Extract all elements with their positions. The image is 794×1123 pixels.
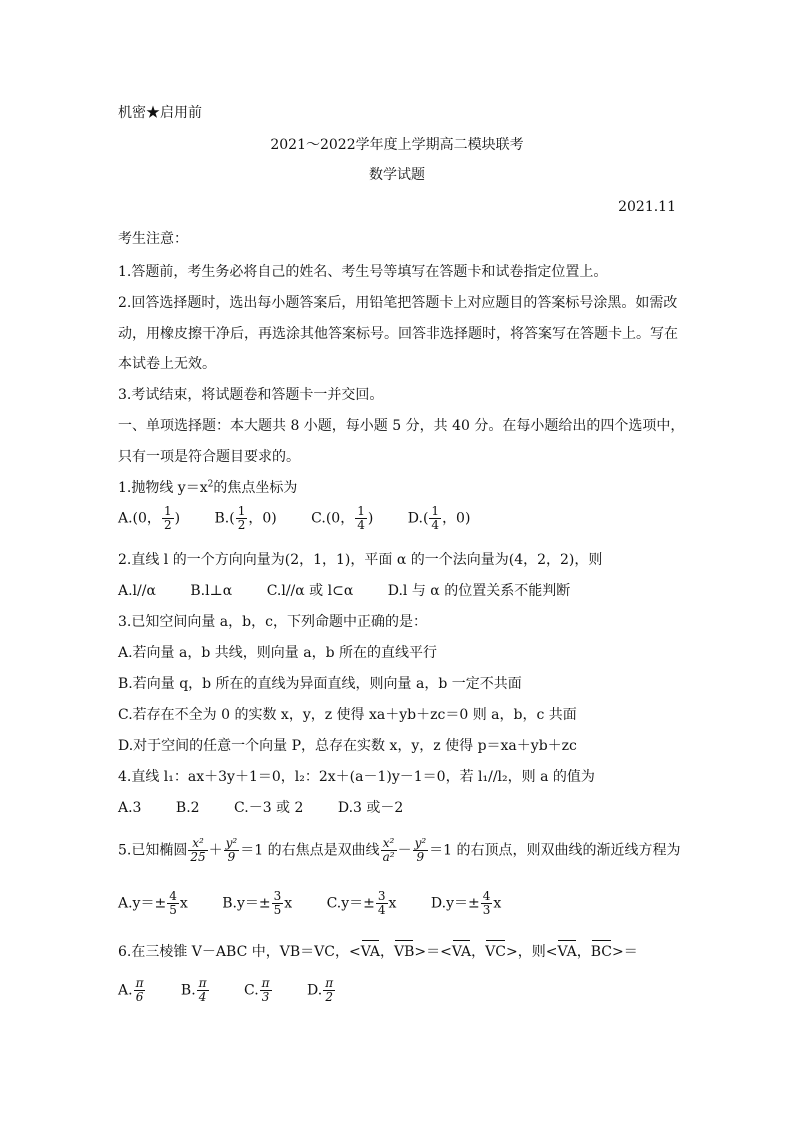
notice-item-3: 3.考试结束，将试题卷和答题卡一并交回。	[118, 387, 384, 403]
notice-item-2-line-2: 动，用橡皮擦干净后，再选涂其他答案标号。回答非选择题时，将答案写在答题卡上。写在	[118, 326, 678, 342]
exam-date: 2021.11	[618, 199, 676, 215]
q6-option-b: B. $\frac{\pi}{4}$	[180, 976, 207, 1004]
q5-option-b: B.y＝± $\frac{3}{5}$ x	[222, 889, 293, 917]
q6-option-d: D. $\frac{\pi}{2}$	[307, 976, 334, 1004]
notice-item-2-line-3: 本试卷上无效。	[118, 356, 216, 372]
q3-option-a: A.若向量 a，b 共线，则向量 a，b 所在的直线平行	[118, 645, 437, 661]
notice-item-2-line-1: 2.回答选择题时，选出每小题答案后，用铅笔把答题卡上对应题目的答案标号涂黑。如需改	[118, 295, 678, 311]
q6-stem: 6.在三棱锥 V－ABC 中，VB＝VC，<VA，VB>＝<VA，VC>，则<VA，BC>＝	[118, 944, 638, 960]
q5-option-c: C.y＝± $\frac{3}{4}$ x	[326, 889, 397, 917]
q4-option-c: C.－3 或 2	[234, 800, 304, 816]
q3-option-b: B.若向量 q，b 所在的直线为异面直线，则向量 a，b 一定不共面	[118, 676, 522, 692]
q2-option-c: C.l//α 或 l⊂α	[266, 583, 354, 599]
q2-stem: 2.直线 l 的一个方向向量为(2，1，1)，平面 α 的一个法向量为(4，2，2)，则	[118, 552, 603, 568]
notice-item-1: 1.答题前，考生务必将自己的姓名、考生号等填写在答题卡和试卷指定位置上。	[118, 264, 608, 280]
q4-option-b: B.2	[175, 800, 200, 816]
q3-option-c: C.若存在不全为 0 的实数 x，y，z 使得 xa＋yb＋zc＝0 则 a，b，c 共面	[118, 707, 577, 723]
q5-option-d: D.y＝± $\frac{4}{3}$ x	[430, 889, 502, 917]
q4-option-d: D.3 或－2	[337, 800, 404, 816]
q5-options	[118, 890, 531, 917]
q5-option-a: A.y＝± $\frac{4}{5}$ x	[118, 889, 188, 917]
q1-options	[118, 505, 500, 532]
q4-stem: 4.直线 l₁：ax＋3y＋1＝0，l₂：2x＋(a－1)y－1＝0，若 l₁//l₂，则 a 的值为	[118, 769, 595, 785]
q6-option-a: A. $\frac{\pi}{6}$	[118, 976, 144, 1004]
q1-option-c: C.(0， $\frac{1}{4}$ )	[311, 504, 374, 532]
notice-title: 考生注意：	[118, 231, 188, 247]
q1-option-d: D.( $\frac{1}{4}$ ，0)	[407, 504, 471, 532]
q1-option-a: A.(0， $\frac{1}{2}$ )	[118, 504, 181, 532]
q2-option-a: A.l//α	[118, 583, 156, 599]
q2-option-d: D.l 与 α 的位置关系不能判断	[387, 583, 571, 599]
q2-option-b: B.l⊥α	[190, 583, 233, 599]
q4-options	[118, 798, 433, 818]
section-heading-line-2: 只有一项是符合题目要求的。	[118, 449, 300, 465]
q1-stem: 1.抛物线 $y=x^2$的焦点坐标为	[118, 479, 298, 496]
exam-title: 2021～2022学年度上学期高二模块联考	[270, 137, 524, 153]
exam-subject: 数学试题	[369, 167, 425, 183]
q3-stem: 3.已知空间向量 a，b，c，下列命题中正确的是：	[118, 614, 427, 630]
q3-option-d: D.对于空间的任意一个向量 P，总存在实数 x，y，z 使得 p＝xa＋yb＋zc	[118, 738, 577, 754]
q1-option-b: B.( $\frac{1}{2}$ ，0)	[214, 504, 277, 532]
q2-options	[118, 581, 600, 601]
q4-option-a: A.3	[118, 800, 142, 816]
q5-stem: 5.已知椭圆 $\frac{\text{x²}}{25}$ ＋ $\frac{\text{y²}}{9}$ ＝1 的右焦点是双曲线 $\frac{\text{x²}}{\text{a²}}$ － $\frac{\text{y²}}{9}$ ＝1 的右顶点，则双曲线的渐近线方程为	[118, 836, 681, 864]
secret-label: 机密★启用前	[118, 105, 202, 121]
q6-option-c: C. $\frac{\pi}{3}$	[244, 976, 270, 1004]
section-heading-line-1: 一、单项选择题：本大题共 8 小题，每小题 5 分，共 40 分。在每小题给出的四个选项中，	[118, 418, 685, 434]
q6-options	[118, 977, 366, 1004]
